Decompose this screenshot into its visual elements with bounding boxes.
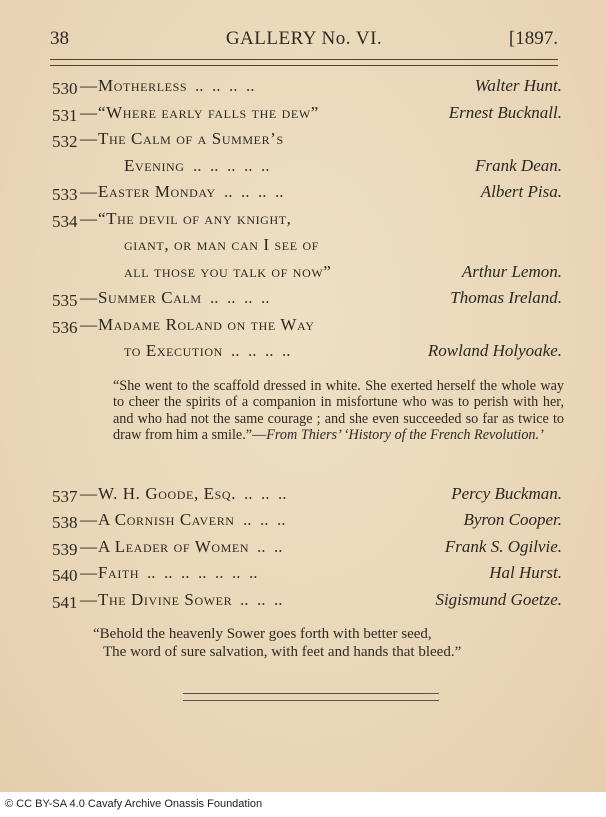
entry-title: to Execution xyxy=(124,341,223,360)
entry-dash: — xyxy=(80,589,97,609)
artist-name: Percy Buckman. xyxy=(451,483,562,503)
entry-title: all those you talk of now” xyxy=(124,261,332,281)
leader-dots: .. .. .. .. xyxy=(231,341,291,360)
artist-name: Rowland Holyoake. xyxy=(427,341,562,360)
entry-number: 531 xyxy=(52,105,78,125)
leader-dots: .. .. .. .. xyxy=(224,182,284,201)
entry-number: 536 xyxy=(52,317,78,337)
artist-name: Arthur Lemon. xyxy=(461,261,562,281)
entry-line xyxy=(52,563,562,590)
entry-dash: — xyxy=(80,483,97,503)
year-marker: [1897. xyxy=(508,28,558,49)
entry-536-quote xyxy=(113,378,564,444)
entry-line xyxy=(52,209,562,236)
entry-line xyxy=(52,129,562,156)
entry-dash: — xyxy=(80,536,97,556)
entry-number: 535 xyxy=(52,291,78,310)
entry-title: Faith xyxy=(98,563,140,582)
artist-name: Sigismund Goetze. xyxy=(435,589,562,609)
entry-line xyxy=(52,103,562,130)
entry-title: A Leader of Women xyxy=(98,536,250,556)
leader-dots: .. .. .. .. .. xyxy=(193,155,270,175)
entry-number: 534 xyxy=(52,211,78,231)
quote-source: From Thiers’ ‘History of the French Revolution.’ xyxy=(266,427,544,443)
end-rule xyxy=(183,693,439,701)
artist-name: Frank Dean. xyxy=(475,155,562,175)
entry-number: 539 xyxy=(52,539,78,559)
leader-dots: .. .. .. xyxy=(240,589,283,609)
entry-title: giant, or man can I see of xyxy=(124,235,320,254)
entry-dash: — xyxy=(80,129,97,148)
artist-name: Hal Hurst. xyxy=(489,563,562,582)
artist-name: Albert Pisa. xyxy=(480,182,562,201)
entry-line xyxy=(52,315,562,342)
header-rule xyxy=(50,59,558,66)
entry-dash: — xyxy=(80,76,97,95)
artist-name: Frank S. Ogilvie. xyxy=(444,536,562,556)
leader-dots: .. .. .. .. xyxy=(195,76,255,95)
entry-dash: — xyxy=(80,288,97,307)
entry-line xyxy=(52,235,562,262)
entry-line xyxy=(52,262,562,289)
leader-dots: .. .. .. .. .. .. .. xyxy=(147,563,258,582)
entry-title: “Where early falls the dew” xyxy=(98,102,319,122)
entry-dash: — xyxy=(80,102,97,122)
entry-dash: — xyxy=(80,563,97,582)
copyright-credit: © CC BY-SA 4.0 Cavafy Archive Onassis Foundation xyxy=(5,798,263,810)
artist-name: Byron Cooper. xyxy=(463,510,562,529)
entry-line xyxy=(52,341,562,368)
entry-title: Motherless xyxy=(98,76,188,95)
entry-line xyxy=(52,156,562,183)
artist-name: Thomas Ireland. xyxy=(450,288,562,307)
entry-title: “The devil of any knight, xyxy=(98,208,292,228)
entry-dash: — xyxy=(80,510,97,529)
quote-text: “She went to the scaffold dressed in white. She exerted herself the whole way to cheer the spirits of a companion in misfortune who was to perish with her, and who had not the same courage ; and she even succeeded so far as twice to draw from him a smile.”— xyxy=(113,377,564,443)
artist-name: Ernest Bucknall. xyxy=(448,102,562,122)
entry-line xyxy=(52,484,562,511)
verse-line-1: “Behold the heavenly Sower goes forth with better seed, xyxy=(93,626,432,642)
entry-title: A Cornish Cavern xyxy=(98,510,235,529)
entry-line xyxy=(52,590,562,617)
verse-line-2: The word of sure salvation, with feet and hands that bleed.” xyxy=(103,643,462,660)
entry-title: W. H. Goode, Esq. xyxy=(98,483,237,503)
page-title: GALLERY No. VI. xyxy=(225,28,383,49)
entry-line xyxy=(52,510,562,537)
entry-title: Madame Roland on the Way xyxy=(98,314,315,334)
entry-number: 533 xyxy=(52,185,78,204)
entry-title: The Calm of a Summer’s xyxy=(98,129,284,148)
leader-dots: .. .. .. .. xyxy=(210,288,270,307)
entry-title: Summer Calm xyxy=(98,288,202,307)
leader-dots: .. .. xyxy=(257,536,283,556)
artist-name: Walter Hunt. xyxy=(474,76,562,95)
entry-line xyxy=(52,288,562,315)
entry-number: 541 xyxy=(52,592,78,612)
entry-number: 532 xyxy=(52,132,78,151)
entry-541-verse xyxy=(93,626,563,661)
entry-line xyxy=(52,76,562,103)
entry-title: Evening xyxy=(124,155,185,175)
entry-dash: — xyxy=(80,314,97,334)
entry-number: 537 xyxy=(52,486,78,506)
entry-number: 540 xyxy=(52,566,78,585)
entry-dash: — xyxy=(80,182,97,201)
entry-dash: — xyxy=(80,208,97,228)
running-head xyxy=(50,28,558,52)
entry-line xyxy=(52,182,562,209)
entry-number: 538 xyxy=(52,513,78,532)
entry-title: The Divine Sower xyxy=(98,589,233,609)
leader-dots: .. .. .. xyxy=(243,510,286,529)
entry-line xyxy=(52,537,562,564)
entry-title: Easter Monday xyxy=(98,182,216,201)
entry-number: 530 xyxy=(52,79,78,98)
page-number: 38 xyxy=(50,28,69,49)
leader-dots: .. .. .. xyxy=(244,483,287,503)
